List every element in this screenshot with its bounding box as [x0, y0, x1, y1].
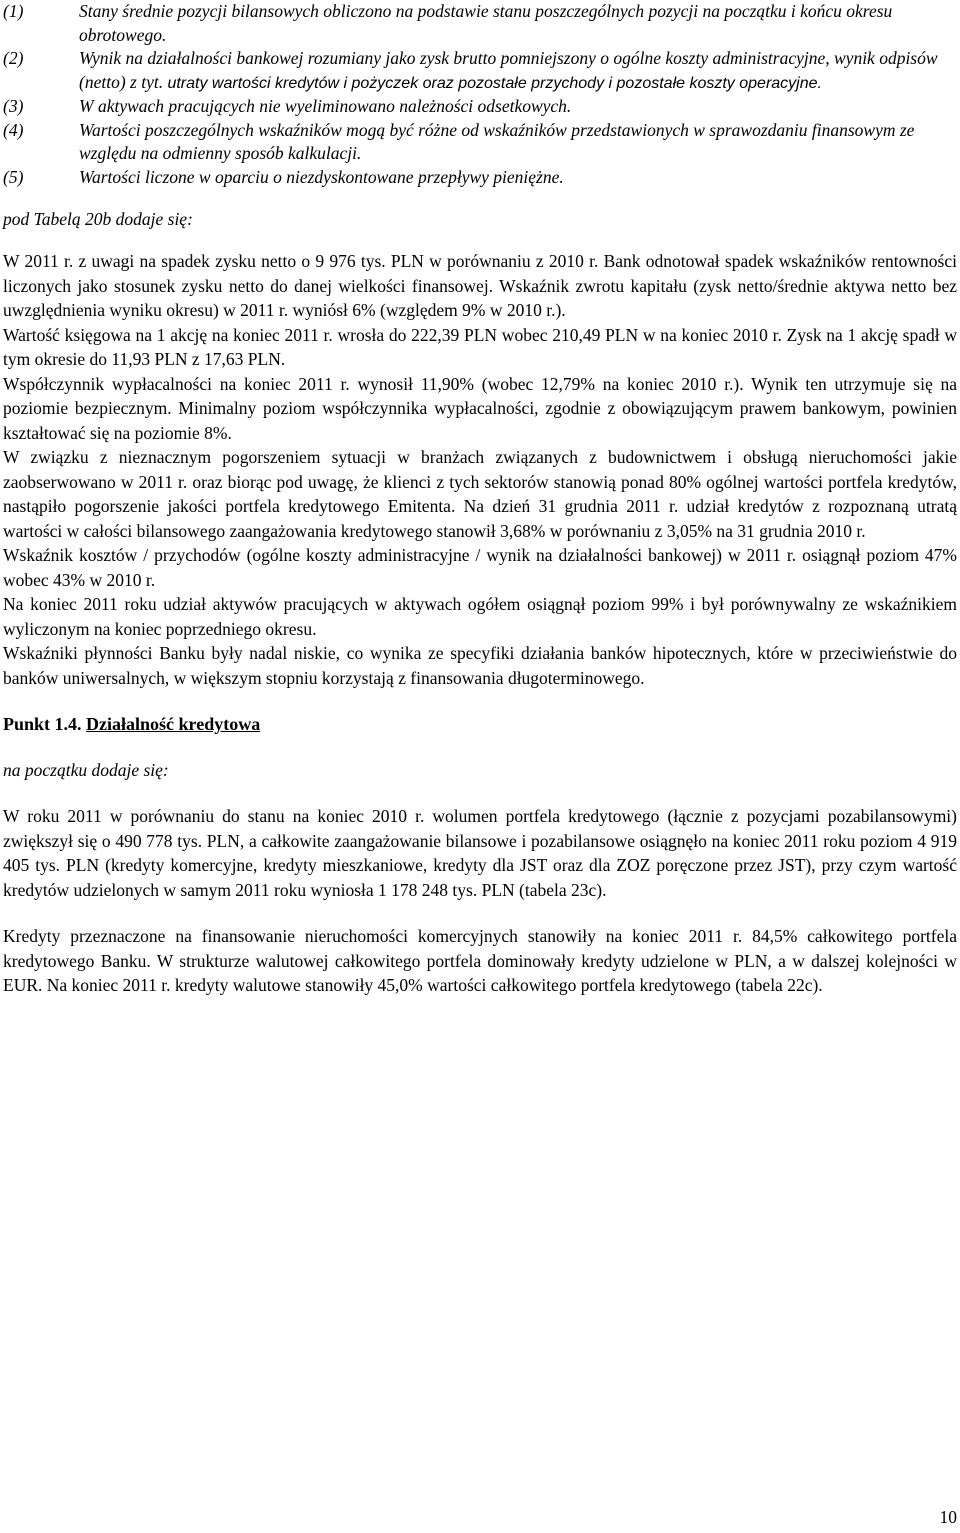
paragraph: Wartość księgowa na 1 akcję na koniec 2011 r. wrosła do 222,39 PLN wobec 210,49 PLN w na koniec 2010 r. Zysk na 1 akcję spadł w tym okresie do 11,93 PLN z 17,63 PLN.	[3, 324, 957, 369]
section-2-body	[3, 804, 957, 998]
footnote-text: Wartości liczone w oparciu o niezdyskontowane przepływy pieniężne.	[79, 166, 564, 187]
instruction-under-table-20b: pod Tabelą 20b dodaje się:	[3, 209, 193, 229]
paragraph: Na koniec 2011 roku udział aktywów pracujących w aktywach ogółem osiągnął poziom 99% i był porównywalny ze wskaźnikiem wyliczonym na koniec poprzedniego okresu.	[3, 594, 957, 639]
paragraph: W związku z nieznacznym pogorszeniem sytuacji w branżach związanych z budownictwem i obsługą nieruchomości jakie zaobserwowano w 2011 r. oraz biorąc pod uwagę, że klienci z tych sektorów stanowią ponad 80% ogólnej wartości portfela kredytów, nastąpiło pogorszenie jakości portfela kredytowego Emitenta. Na dzień 31 grudnia 2011 r. udział kredytów z rozpoznaną utratą wartości w całości bilansowego zaangażowania kredytowego stanowił 3,68% w porównaniu z 3,05% na 31 grudnia 2010 r.	[3, 447, 957, 541]
footnote-text: Stany średnie pozycji bilansowych obliczono na podstawie stanu poszczególnych pozycji na początku i końcu okresu obrotowego.	[79, 1, 893, 45]
paragraph: W 2011 r. z uwagi na spadek zysku netto o 9 976 tys. PLN w porównaniu z 2010 r. Bank odnotował spadek wskaźników rentowności liczonych jako stosunek zysku netto do danej wielkości finansowej. Wskaźnik zwrotu kapitału (zysk netto/średnie aktywa netto bez uwzględnienia wyniku okresu) w 2011 r. wyniósł 6% (względem 9% w 2010 r.).	[3, 251, 957, 320]
footnote-1	[3, 0, 957, 47]
heading-title: Działalność kredytowa	[86, 714, 261, 734]
footnotes-list	[3, 0, 957, 189]
instruction-at-beginning: na początku dodaje się:	[3, 760, 169, 780]
heading-prefix: Punkt 1.4.	[3, 714, 87, 734]
footnote-2	[3, 47, 957, 95]
footnote-number: (1)	[3, 1, 24, 21]
footnote-text	[79, 47, 957, 95]
section-1-body	[3, 249, 957, 690]
section-heading	[3, 712, 957, 736]
paragraph: Wskaźnik kosztów / przychodów (ogólne koszty administracyjne / wynik na działalności bankowej) w 2011 r. osiągnął poziom 47% wobec 43% w 2010 r.	[3, 545, 957, 590]
footnote-text: W aktywach pracujących nie wyeliminowano należności odsetkowych.	[79, 96, 572, 116]
footnote-text: Wartości poszczególnych wskaźników mogą być różne od wskaźników przedstawionych w sprawozdaniu finansowym ze względu na odmienny sposób kalkulacji.	[79, 119, 915, 163]
paragraph: Współczynnik wypłacalności na koniec 2011 r. wynosił 11,90% (wobec 12,79% na koniec 2010 r.). Wynik ten utrzymuje się na poziomie bezpiecznym. Minimalny poziom współczynnika wypłacalności, zgodnie z obowiązującym prawem bankowym, powinien kształtować się na poziomie 8%.	[3, 373, 957, 443]
paragraph: Wskaźniki płynności Banku były nadal niskie, co wynika ze specyfiki działania banków hipotecznych, które w przeciwieństwie do banków uniwersalnych, w większym stopniu korzystają z finansowania długoterminowego.	[3, 643, 957, 688]
footnote-number: (4)	[3, 119, 24, 140]
footnote-4	[3, 119, 957, 166]
footnote-number: (3)	[3, 96, 24, 116]
footnote-number: (2)	[3, 48, 24, 68]
document-page	[3, 0, 957, 998]
paragraph: W roku 2011 w porównaniu do stanu na koniec 2010 r. wolumen portfela kredytowego (łącznie z pozycjami pozabilansowymi) zwiększył się o 490 778 tys. PLN, a całkowite zaangażowanie bilansowe i pozabilansowe osiągnęło na koniec 2011 roku poziom 4 919 405 tys. PLN (kredyty komercyjne, kredyty mieszkaniowe, kredyty dla JST oraz dla ZOZ poręczone przez JST), przy czym wartość kredytów udzielonych w samym 2011 roku wyniosła 1 178 248 tys. PLN (tabela 23c).	[3, 806, 957, 900]
footnote-text-sans: utraty wartości kredytów i pożyczek oraz pozostałe przychody i pozostałe koszty operacyjne.	[167, 74, 822, 92]
footnote-5	[3, 166, 957, 190]
page-number: 10	[939, 1507, 957, 1527]
footnote-text-serif: Wynik na działalności bankowej rozumiany jako zysk brutto pomniejszony o ogólne koszty administracyjne, wynik odpisów (netto) z tyt.	[79, 48, 938, 92]
footnote-number: (5)	[3, 166, 24, 187]
footnote-3	[3, 95, 957, 119]
paragraph: Kredyty przeznaczone na finansowanie nieruchomości komercyjnych stanowiły na koniec 2011 r. 84,5% całkowitego portfela kredytowego Banku. W strukturze walutowej całkowitego portfela dominowały kredyty udzielone w PLN, a w dalszej kolejności w EUR. Na koniec 2011 r. kredyty walutowe stanowiły 45,0% wartości całkowitego portfela kredytowego (tabela 22c).	[3, 926, 957, 995]
